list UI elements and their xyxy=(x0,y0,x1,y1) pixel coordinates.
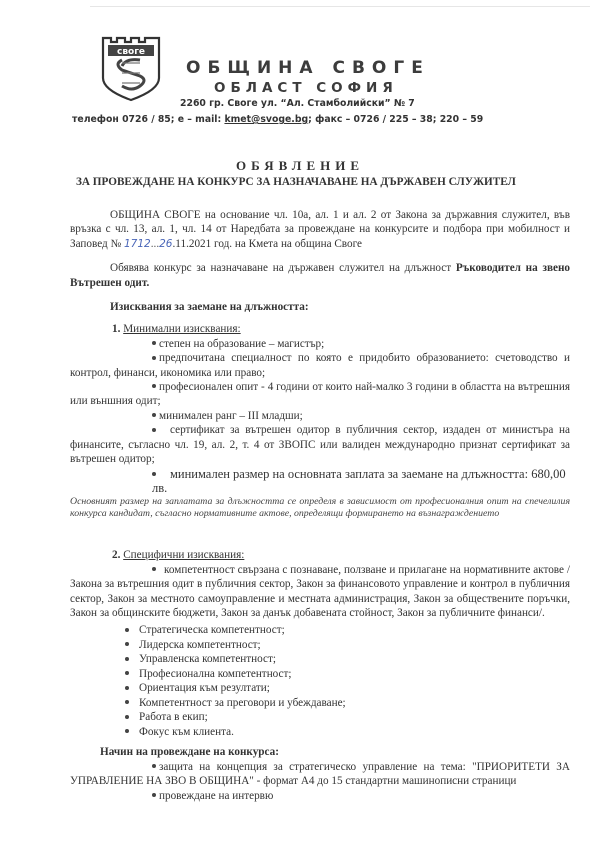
bullet-icon xyxy=(125,657,129,661)
dots: ... xyxy=(150,237,160,250)
contact-fax: ; факс – 0726 / 225 – 38; 220 – 59 xyxy=(308,114,484,125)
bullet-icon xyxy=(152,793,156,797)
contact-phone: телефон 0726 / 85; e – mail: xyxy=(72,114,225,125)
section-number: 2. xyxy=(112,549,121,562)
letterhead xyxy=(0,0,600,125)
min-req-item: предпочитана специалност по която е придобито образованието: счетоводство и контрол, финанси, икономика или право; xyxy=(70,352,570,379)
logo-text: своге xyxy=(116,47,146,57)
document-title: ОБЯВЛЕНИЕ xyxy=(235,158,365,173)
competency-item: Професионална компетентност; xyxy=(125,667,570,682)
procedure-item: провеждане на интервю xyxy=(70,789,570,803)
bullet-icon xyxy=(152,764,156,768)
bullet-icon xyxy=(125,729,129,733)
salary-note: Основният размер на заплатата за длъжността се определя в зависимост от професионалния опит на спечелилия конкурса кандидат, съгласно нормативните актове, определящи формирането на възнаграждението xyxy=(70,496,570,520)
org-name: ОБЩИНА СВОГЕ xyxy=(186,58,430,78)
min-req-item: степен на образование – магистър; xyxy=(70,337,570,351)
bullet-icon xyxy=(152,384,156,388)
position-title: Ръководител на звено Вътрешен одит. xyxy=(70,262,571,289)
procedure-heading: Начин на провеждане на конкурса: xyxy=(100,746,279,759)
announcement-paragraph xyxy=(70,261,570,290)
bullet-icon xyxy=(125,700,129,704)
municipality-coat-of-arms-icon xyxy=(100,36,162,102)
specific-req-intro: компетентност свързана с познаване, ползване и прилагане на нормативните актове /Закона за вътрешния одит в публичния сектор, Закон за финансовото управление и контрол в публичния сектор, Закон за местното самоуправление и местната администрация, Закон за обществените поръчки, Закон за общинските бюджети, Закон за данък добавената стойност, Закон за публичните финанси/. xyxy=(70,563,570,619)
region-name: ОБЛАСТ СОФИЯ xyxy=(214,80,398,96)
min-req-item: професионален опит - 4 години от които най-малко 3 години в областта на вътрешния или външния одит; xyxy=(70,381,570,408)
bullet-icon xyxy=(125,671,129,675)
minimum-requirements-heading xyxy=(70,322,570,336)
competency-item: Фокус към клиента. xyxy=(125,725,570,740)
competency-item: Управленска компетентност; xyxy=(125,652,570,667)
bullet-icon xyxy=(152,413,156,417)
contact-line xyxy=(72,114,483,125)
bullet-icon xyxy=(152,567,156,571)
min-req-item: сертификат за вътрешен одитор в публичния сектор, издаден от министъра на финансите, съгласно чл. 19, ал. 2, т. 4 от ЗВОПС или валиден международно признат сертификат за вътрешен одитор; xyxy=(70,424,570,466)
email-link[interactable]: kmet@svoge.bg xyxy=(224,114,309,125)
announcement-text: Обявява конкурс за назначаване на държавен служител на длъжност xyxy=(110,262,456,275)
bullet-icon xyxy=(125,642,129,646)
competency-item: Ориентация към резултати; xyxy=(125,681,570,696)
min-req-item-salary: минимален размер на основната заплата за заемане на длъжността: 680,00 лв. xyxy=(152,466,566,495)
bullet-icon xyxy=(152,356,156,360)
intro-date-text: .11.2021 год. на Кмета на община Своге xyxy=(172,237,363,250)
requirements-heading: Изисквания за заемане на длъжността: xyxy=(110,301,309,314)
competency-item: Работа в екип; xyxy=(125,710,570,725)
section-number: 1. xyxy=(112,323,121,336)
document-body xyxy=(70,208,570,803)
bullet-icon xyxy=(152,472,156,476)
procedure-item: защита на концепция за стратегическо управление на тема: "ПРИОРИТЕТИ ЗА УПРАВЛЕНИЕ НА ЗВО В ОБЩИНА" - формат А4 до 15 стандартни машинописни страници xyxy=(70,760,570,788)
competency-item: Стратегическа компетентност; xyxy=(125,623,570,638)
section-label: Специфични изисквания: xyxy=(123,549,245,562)
bullet-icon xyxy=(125,686,129,690)
competencies-list xyxy=(70,623,570,739)
bullet-icon xyxy=(125,715,129,719)
competency-item: Компетентност за преговори и убеждаване; xyxy=(125,696,570,711)
bullet-icon xyxy=(152,428,156,432)
specific-requirements-heading xyxy=(70,548,570,562)
intro-paragraph xyxy=(70,208,570,251)
handwritten-order-number: 1712 xyxy=(124,237,151,250)
intro-text: ОБЩИНА СВОГЕ на основание чл. 10а, ал. 1 и ал. 2 от Закона за държавния служител, във връзка с чл. 13, ал. 1, чл. 14 от Наредбата за провеждане на конкурсите и подбора при мобилност и Заповед № xyxy=(70,209,570,250)
bullet-icon xyxy=(125,628,129,632)
bullet-icon xyxy=(152,341,156,345)
section-label: Минимални изисквания: xyxy=(123,323,241,336)
min-req-item: минимален ранг – III младши; xyxy=(70,409,570,423)
document-subtitle: ЗА ПРОВЕЖДАНЕ НА КОНКУРС ЗА НАЗНАЧАВАНЕ НА ДЪРЖАВЕН СЛУЖИТЕЛ xyxy=(76,176,516,188)
competency-item: Лидерска компетентност; xyxy=(125,638,570,653)
handwritten-order-day: 26 xyxy=(159,237,173,250)
address: 2260 гр. Своге ул. “Ал. Стамболийски” № 7 xyxy=(180,98,415,109)
